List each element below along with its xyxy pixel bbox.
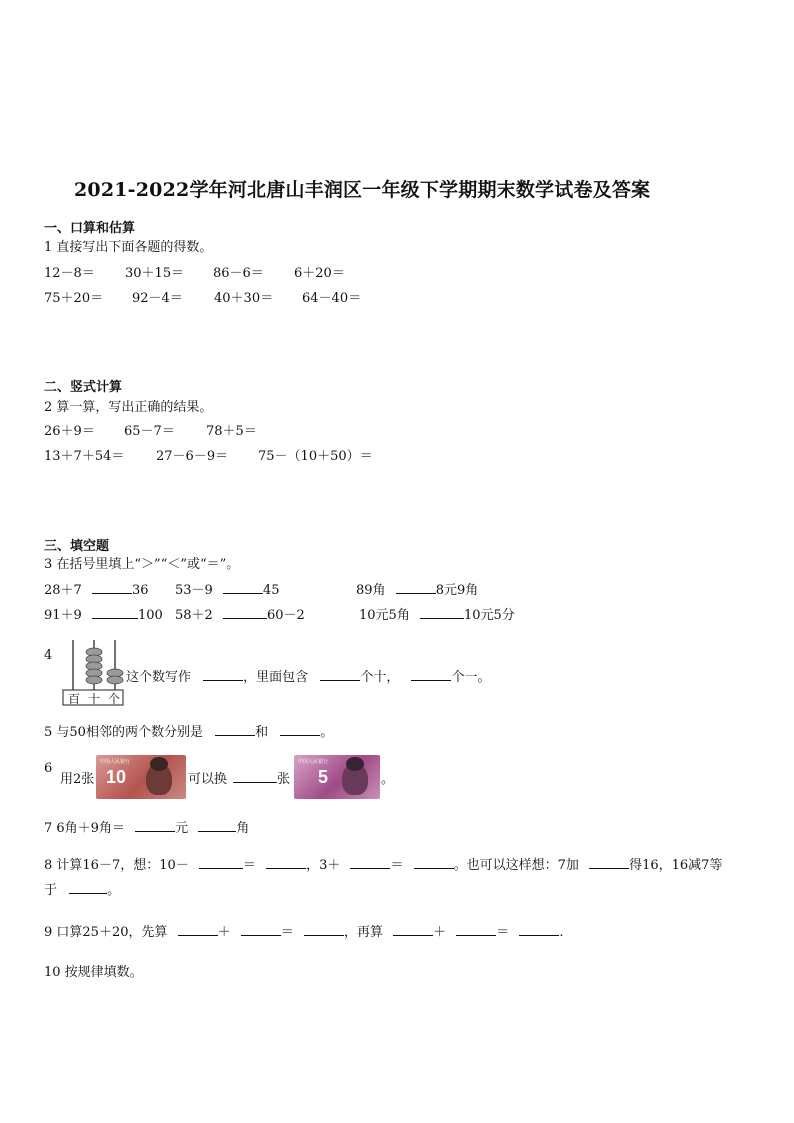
answer-blank[interactable]	[223, 605, 267, 619]
answer-blank[interactable]	[350, 855, 390, 869]
q1-r1-item: 86－6＝	[213, 266, 264, 281]
q6-text-3: 张	[277, 772, 291, 787]
q3-left: 28＋7	[44, 583, 82, 598]
q2-r1-item: 26＋9＝	[44, 424, 95, 439]
q7-text-2: 元	[175, 821, 189, 836]
q8-text-line2	[44, 879, 120, 898]
q1-r2-item: 64－40＝	[302, 291, 362, 306]
q3-left: 89角	[356, 583, 386, 598]
q1-r2-item: 92－4＝	[132, 291, 183, 306]
answer-blank[interactable]	[420, 605, 464, 619]
q6-text-2-label: 可以换	[188, 772, 228, 787]
q3-left: 58＋2	[175, 608, 213, 623]
q5-text-2: 和	[255, 725, 269, 740]
q9-text-2: ＋	[217, 925, 231, 940]
answer-blank[interactable]	[393, 922, 433, 936]
q6-text-1: 用2张	[60, 772, 95, 787]
answer-blank[interactable]	[92, 580, 132, 594]
q9-text-5: ＋	[433, 925, 447, 940]
answer-blank[interactable]	[223, 580, 263, 594]
page-title: 2021-2022学年河北唐山丰润区一年级下学期期末数学试卷及答案	[74, 179, 651, 201]
answer-blank[interactable]	[396, 580, 436, 594]
abacus-label-hundreds: 百	[67, 692, 80, 706]
q4-text-2: ，里面包含	[243, 670, 309, 685]
q1-r1-item: 12－8＝	[44, 266, 95, 281]
q1-prompt: 1 直接写出下面各题的得数。	[44, 240, 213, 255]
answer-blank[interactable]	[280, 722, 320, 736]
q8-text-8: 。	[107, 883, 121, 898]
q4-text	[126, 666, 490, 685]
q2-r2-item: 13＋7＋54＝	[44, 449, 125, 464]
q10-text: 10 按规律填数。	[44, 965, 143, 980]
answer-blank[interactable]	[233, 769, 277, 783]
answer-blank[interactable]	[304, 922, 344, 936]
abacus-label-tens: 十	[87, 692, 100, 706]
abacus-label-ones: 个	[107, 692, 120, 706]
q8-text-7: 于	[44, 883, 58, 898]
q1-r1-item: 30＋15＝	[125, 266, 185, 281]
q3-right: 100	[137, 608, 163, 623]
portrait-hair-icon	[346, 757, 364, 771]
q3-right: 8元9角	[435, 583, 479, 598]
q3-right: 10元5分	[463, 608, 515, 623]
banknote-5-yuan	[294, 755, 380, 799]
q2-r1-item: 78＋5＝	[206, 424, 257, 439]
q1-r2-item: 75＋20＝	[44, 291, 104, 306]
answer-blank[interactable]	[215, 722, 255, 736]
answer-blank[interactable]	[199, 855, 243, 869]
q3-right: 36	[131, 583, 149, 598]
answer-blank[interactable]	[178, 922, 218, 936]
q5-text-3: 。	[320, 725, 334, 740]
banknote-text: 中国人民银行	[298, 759, 329, 765]
answer-blank[interactable]	[414, 855, 454, 869]
answer-blank[interactable]	[589, 855, 629, 869]
q4-text-1: 这个数写作	[126, 670, 192, 685]
section-heading-2: 二、竖式计算	[44, 380, 123, 395]
q1-r2-item: 40＋30＝	[214, 291, 274, 306]
q3-compare-item	[44, 579, 149, 598]
q3-left: 10元5角	[359, 608, 410, 623]
q6-number: 6	[44, 761, 53, 776]
q9-text-4: ，再算	[343, 925, 383, 940]
q3-right: 45	[262, 583, 280, 598]
q3-right: 60－2	[266, 608, 305, 623]
q8-text-3: ，3＋	[306, 858, 341, 873]
q5-text-1: 5 与50相邻的两个数分别是	[44, 725, 203, 740]
q4-text-4: 个一。	[451, 670, 491, 685]
q9-text-1: 9 口算25＋20，先算	[44, 925, 168, 940]
q2-r1-item: 65－7＝	[124, 424, 175, 439]
q3-compare-item	[359, 604, 515, 623]
q8-text-5: 。也可以这样想：7加	[453, 858, 579, 873]
q3-prompt: 3 在括号里填上“＞”“＜”或“＝”。	[44, 557, 240, 572]
answer-blank[interactable]	[135, 818, 175, 832]
q7-text-1: 7 6角＋9角＝	[44, 821, 125, 836]
q4-text-3: 个十，	[360, 670, 400, 685]
q2-r2-item: 75－（10＋50）＝	[258, 449, 373, 464]
q2-prompt: 2 算一算，写出正确的结果。	[44, 400, 213, 415]
q3-left: 53－9	[175, 583, 213, 598]
answer-blank[interactable]	[198, 818, 236, 832]
q9-text-6: ＝	[496, 925, 510, 940]
q1-r1-item: 6＋20＝	[294, 266, 345, 281]
q9-text-7: .	[559, 925, 564, 940]
q2-r2-item: 27－6－9＝	[156, 449, 229, 464]
q8-text-2: ＝	[242, 858, 256, 873]
section-heading-3: 三、填空题	[44, 539, 110, 554]
answer-blank[interactable]	[320, 667, 360, 681]
q6-text-2	[188, 768, 290, 787]
q9-text	[44, 921, 564, 940]
answer-blank[interactable]	[241, 922, 281, 936]
q9-text-3: ＝	[280, 925, 294, 940]
q8-text-line1	[44, 854, 722, 873]
q3-compare-item	[175, 604, 305, 623]
answer-blank[interactable]	[203, 667, 243, 681]
banknote-denomination: 5	[318, 767, 329, 787]
answer-blank[interactable]	[69, 880, 107, 894]
q8-text-6: 得16，16减7等	[629, 858, 723, 873]
answer-blank[interactable]	[519, 922, 559, 936]
answer-blank[interactable]	[456, 922, 496, 936]
portrait-hair-icon	[150, 757, 168, 771]
banknote-denomination: 10	[106, 767, 127, 787]
q8-text-4: ＝	[390, 858, 404, 873]
q7-text-3: 角	[236, 821, 250, 836]
answer-blank[interactable]	[92, 605, 138, 619]
section-heading-1: 一、口算和估算	[44, 221, 136, 236]
q5-text	[44, 721, 333, 740]
q3-compare-item	[175, 579, 280, 598]
q3-compare-item	[356, 579, 478, 598]
q3-left: 91＋9	[44, 608, 82, 623]
q6-text-4: 。	[381, 772, 395, 787]
q3-compare-item	[44, 604, 163, 623]
answer-blank[interactable]	[266, 855, 306, 869]
answer-blank[interactable]	[411, 667, 451, 681]
q4-number: 4	[44, 648, 53, 663]
banknote-text: 中国人民银行	[100, 759, 131, 765]
banknote-10-yuan	[96, 755, 186, 799]
abacus-labels	[64, 690, 124, 707]
q8-text-1: 8 计算16－7，想：10－	[44, 858, 189, 873]
q7-text	[44, 817, 249, 836]
